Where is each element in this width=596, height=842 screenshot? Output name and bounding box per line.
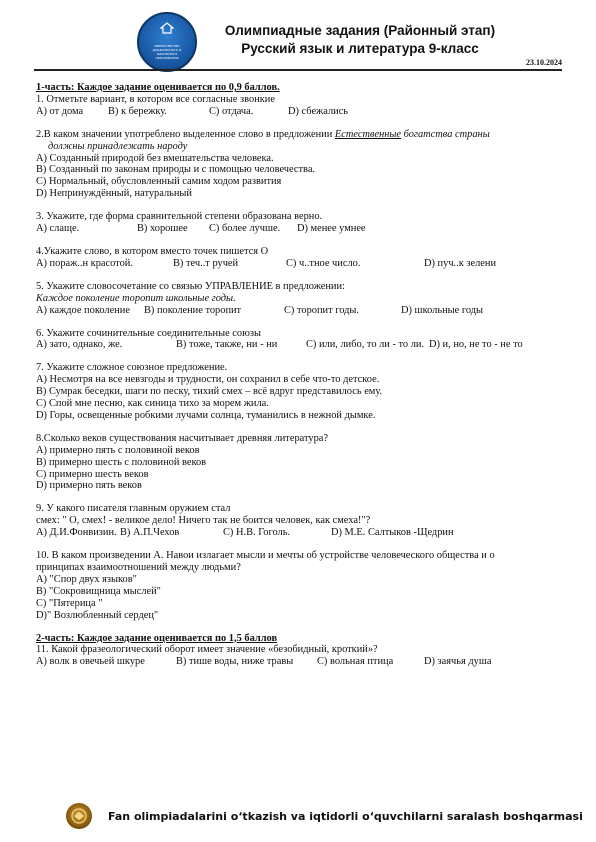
question-text: 8.Сколько веков существования насчитывает древняя литература? bbox=[36, 432, 329, 444]
option-a: А) Д.И.Фонвизин. bbox=[36, 527, 117, 539]
option-b: В) к бережку. bbox=[108, 105, 168, 117]
question-text: 11. Какой фразеологический оборот имеет значение «безобидный, кроткий»? bbox=[36, 644, 378, 656]
question-11 bbox=[36, 644, 566, 668]
option-a: А) пораж..н красотой. bbox=[36, 257, 133, 269]
question-9 bbox=[36, 503, 566, 539]
options-row bbox=[36, 339, 566, 351]
option-b: В) поколение торопит bbox=[144, 304, 242, 316]
question-text: 5. Укажите словосочетание со связью УПРАВЛЕНИЕ в предложении: bbox=[36, 280, 345, 292]
option-b: В) тише воды, ниже травы bbox=[176, 656, 294, 668]
option-a: А) слаще. bbox=[36, 223, 80, 235]
option-d: D) Горы, освещенные робкими лучами солнца, туманились в нежной дымке. bbox=[36, 409, 376, 421]
option-d: D) школьные годы bbox=[401, 304, 483, 316]
question-8 bbox=[36, 433, 566, 493]
ministry-logo bbox=[137, 12, 197, 72]
option-d: D) пуч..к зелени bbox=[424, 257, 497, 269]
part1-heading: 1-часть: Каждое задание оценивается по 0,9 баллов. bbox=[36, 82, 280, 93]
option-b: В) А.П.Чехов bbox=[120, 527, 180, 539]
question-text: 7. Укажите сложное союзное предложение. bbox=[36, 362, 228, 374]
option-a: А) Созданный природой без вмешательства человека. bbox=[36, 152, 274, 164]
options-row bbox=[36, 305, 566, 317]
question-text: 3. Укажите, где форма сравнительной степени образована верно. bbox=[36, 211, 323, 223]
question-text: 1. Отметьте вариант, в котором все согласные звонкие bbox=[36, 93, 275, 105]
options-row bbox=[36, 223, 566, 235]
question-7 bbox=[36, 362, 566, 422]
footer-logo bbox=[66, 803, 92, 829]
option-c: С) более лучше. bbox=[209, 223, 281, 235]
question-3 bbox=[36, 211, 566, 235]
highlighted-word: Естественные bbox=[334, 128, 402, 140]
page-subtitle: Русский язык и литература 9-класс bbox=[241, 41, 479, 56]
option-a: А) примерно пять с половиной веков bbox=[36, 444, 200, 456]
option-a: А) от дома bbox=[36, 105, 84, 117]
option-c: С) торопит годы. bbox=[284, 304, 360, 316]
logo-text: МИНИСТЕРСТВО ДОШКОЛЬНОГО И ШКОЛЬНОГО ОБРАЗОВАНИЯ bbox=[152, 44, 182, 60]
question-10 bbox=[36, 550, 566, 621]
question-text: 6. Укажите сочинительные соединительные союзы bbox=[36, 327, 261, 339]
options-row bbox=[36, 656, 566, 668]
option-c: С) примерно шесть веков bbox=[36, 468, 149, 480]
house-icon bbox=[160, 22, 174, 34]
option-b: В) "Сокровищница мыслей" bbox=[36, 585, 161, 597]
question-6 bbox=[36, 328, 566, 352]
date-label: 23.10.2024 bbox=[526, 58, 562, 67]
emblem-icon bbox=[66, 803, 92, 829]
option-b: В) Созданный по законам природы и с помощью человечества. bbox=[36, 164, 316, 176]
option-c: С) Спой мне песню, как синица тихо за морем жила. bbox=[36, 398, 269, 410]
options-row bbox=[36, 527, 566, 539]
options-row bbox=[36, 258, 566, 270]
question-text-part: богатства страны bbox=[401, 128, 490, 140]
footer-text: Fan olimpiadalarini o‘tkazish va iqtidorli o‘quvchilarni saralash boshqarmasi bbox=[108, 810, 583, 823]
option-c: С) отдача. bbox=[209, 105, 254, 117]
question-text bbox=[36, 129, 566, 141]
question-5 bbox=[36, 281, 566, 317]
option-c: С) Нормальный, обусловленный самим ходом развития bbox=[36, 176, 282, 188]
options-row bbox=[36, 106, 566, 118]
questions-body bbox=[36, 82, 566, 668]
option-d: D) М.Е. Салтыков -Щедрин bbox=[331, 527, 454, 539]
question-text: 9. У какого писателя главным оружием стал bbox=[36, 503, 231, 515]
question-text: 4.Укажите слово, в котором вместо точек пишется О bbox=[36, 245, 269, 257]
question-1 bbox=[36, 94, 566, 118]
question-text-cont: принципах взаимоотношений между людьми? bbox=[36, 562, 241, 573]
option-d: D) менее умнее bbox=[297, 223, 366, 235]
option-b: В) примерно шесть с половиной веков bbox=[36, 456, 207, 468]
option-a: А) каждое поколение bbox=[36, 304, 130, 316]
question-text-cont: должны принадлежать народу bbox=[48, 140, 188, 152]
option-a: А) "Спор двух языков" bbox=[36, 573, 137, 585]
option-d: D) Непринуждённый, натуральный bbox=[36, 188, 192, 200]
option-a: А) Несмотря на все невзгоды и трудности, он сохранил в себе что-то детское. bbox=[36, 374, 380, 386]
question-text: 10. В каком произведении А. Навои излагает мысли и мечты об устройстве человеческого общества и о bbox=[36, 550, 495, 562]
part2-heading: 2-часть: Каждое задание оценивается по 1,5 баллов bbox=[36, 632, 278, 644]
option-d: D) и, но, не то - не то bbox=[429, 339, 523, 351]
option-a: А) волк в овечьей шкуре bbox=[36, 656, 145, 668]
option-b: В) тоже, также, ни - ни bbox=[176, 339, 278, 351]
question-quote: смех: " О, смех! - великое дело! Ничего так не боится человек, как смеха!"? bbox=[36, 515, 371, 527]
option-c: С) "Пятерица " bbox=[36, 597, 103, 609]
option-b: В) Сумрак беседки, шаги по песку, тихий смех – всё вдруг представилось ему. bbox=[36, 386, 383, 398]
option-c: С) Н.В. Гоголь. bbox=[223, 527, 291, 539]
option-d: D) сбежались bbox=[288, 105, 349, 117]
option-c: С) вольная птица bbox=[317, 656, 394, 668]
option-d: D) примерно пять веков bbox=[36, 480, 142, 492]
option-b: В) теч..т ручей bbox=[173, 257, 239, 269]
option-a: А) зато, однако, же. bbox=[36, 339, 123, 351]
example-sentence: Каждое поколение торопит школьные годы. bbox=[36, 292, 236, 304]
option-d: D)" Возлюбленный сердец" bbox=[36, 609, 159, 621]
option-d: D) заячья душа bbox=[424, 656, 492, 668]
option-c: С) или, либо, то ли - то ли. bbox=[306, 339, 425, 351]
option-b: В) хорошее bbox=[137, 223, 188, 235]
page-title: Олимпиадные задания (Районный этап) bbox=[224, 23, 496, 38]
question-2 bbox=[36, 129, 566, 200]
option-c: С) ч..тное число. bbox=[286, 257, 361, 269]
question-4 bbox=[36, 246, 566, 270]
question-text-part: 2.В каком значении употреблено выделенное слово в предложении bbox=[36, 128, 335, 140]
header-divider bbox=[34, 69, 562, 71]
